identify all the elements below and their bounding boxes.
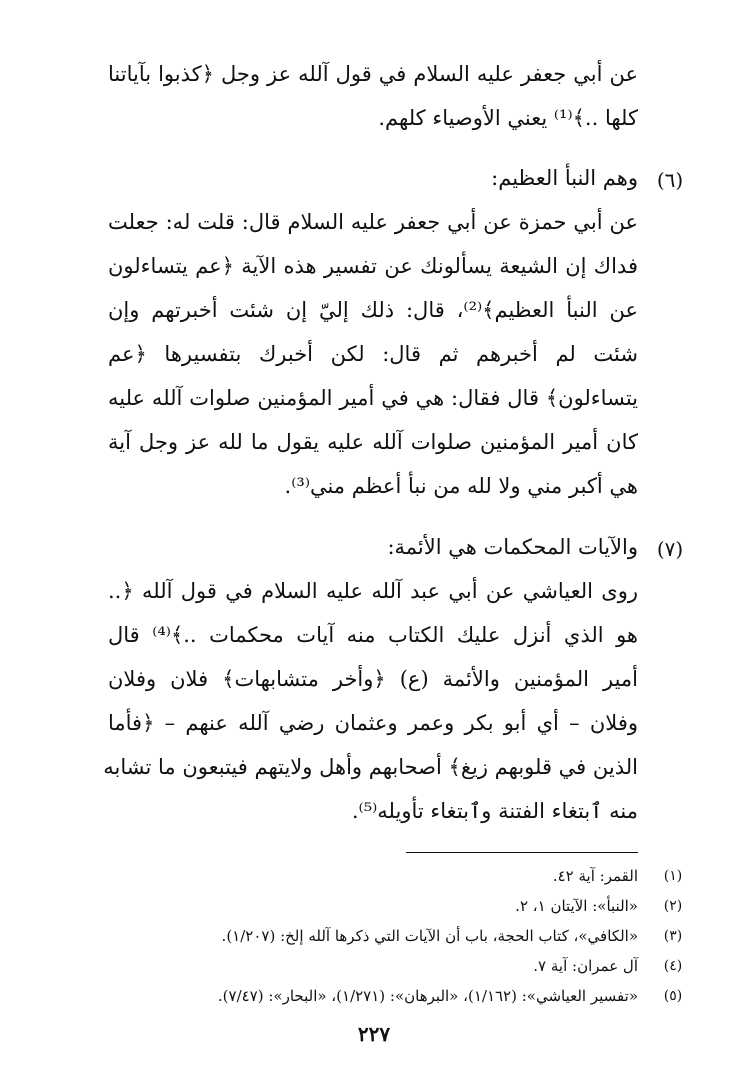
text-line: وفلان – أي أبو بكر وعمر وعثمان رضي آلله عنهم – ﴿فأما [108,711,638,735]
footnote-number: (١) [663,868,683,884]
text-line: روى العياشي عن أبي عبد آلله عليه السلام في قول آلله ﴿.. [108,579,638,603]
footnote-text: «الكافي»، كتاب الحجة، باب أن الآيات التي ذكرها آلله إلخ: (١/٢٠٧). [221,927,638,945]
text-line: يتساءلون﴾ قال فقال: هي في أمير المؤمنين صلوات آلله عليه [108,386,638,410]
footnote-number: (٢) [663,898,683,914]
footnote-number: (٥) [663,988,683,1004]
text-line: أمير المؤمنين والأئمة (ع) ﴿وأخر متشابهات﴾ فلان وفلان [108,667,638,691]
section-number: (٧) [656,537,684,561]
footnote-separator [406,852,638,853]
footnote-text: «تفسير العياشي»: (١/١٦٢)، «البرهان»: (١/٢٧١)، «البحار»: (٧/٤٧). [217,987,638,1005]
text-line: عن أبي جعفر عليه السلام في قول آلله عز وجل ﴿كذبوا بآياتنا [108,62,638,86]
text-line: فداك إن الشيعة يسألونك عن تفسير هذه الآية ﴿عم يتساءلون [108,254,638,278]
footnote-number: (٤) [663,958,683,974]
text-line: عن أبي حمزة عن أبي جعفر عليه السلام قال: قلت له: جعلت [108,210,638,234]
text-line: هي أكبر مني ولا لله من نبأ أعظم مني⁽³⁾. [284,474,638,498]
text-line: هو الذي أنزل عليك الكتاب منه آيات محكمات ..﴾⁽⁴⁾ قال [108,623,639,647]
footnote-number: (٣) [663,928,683,944]
text-line: الذين في قلوبهم زيغ﴾ أصحابهم وأهل ولايتهم فيتبعون ما تشابه [103,755,638,779]
section-number: (٦) [656,168,684,192]
text-line: شئت لم أخبرهم ثم قال: لكن أخبرك بتفسيرها ﴿عم [108,342,638,366]
text-line: عن النبأ العظيم﴾⁽²⁾، قال: ذلك إليّ إن شئت أخبرتهم وإن [108,298,638,322]
footnote-text: «النبأ»: الآيتان ١، ٢. [515,897,638,915]
footnote-text: آل عمران: آية ٧. [533,957,638,975]
section-heading: وهم النبأ العظيم: [491,166,638,190]
section-heading: والآيات المحكمات هي الأئمة: [387,535,638,559]
text-line: كان أمير المؤمنين صلوات آلله عليه يقول ما لله عز وجل آية [108,430,638,454]
text-line: منه ٱبتغاء الفتنة وٱبتغاء تأويله⁽⁵⁾. [351,799,638,823]
footnote-text: القمر: آية ٤٢. [552,867,638,885]
text-line: كلها ..﴾⁽¹⁾ يعني الأوصياء كلهم. [378,106,638,130]
page-number: ٢٢٧ [357,1022,391,1046]
